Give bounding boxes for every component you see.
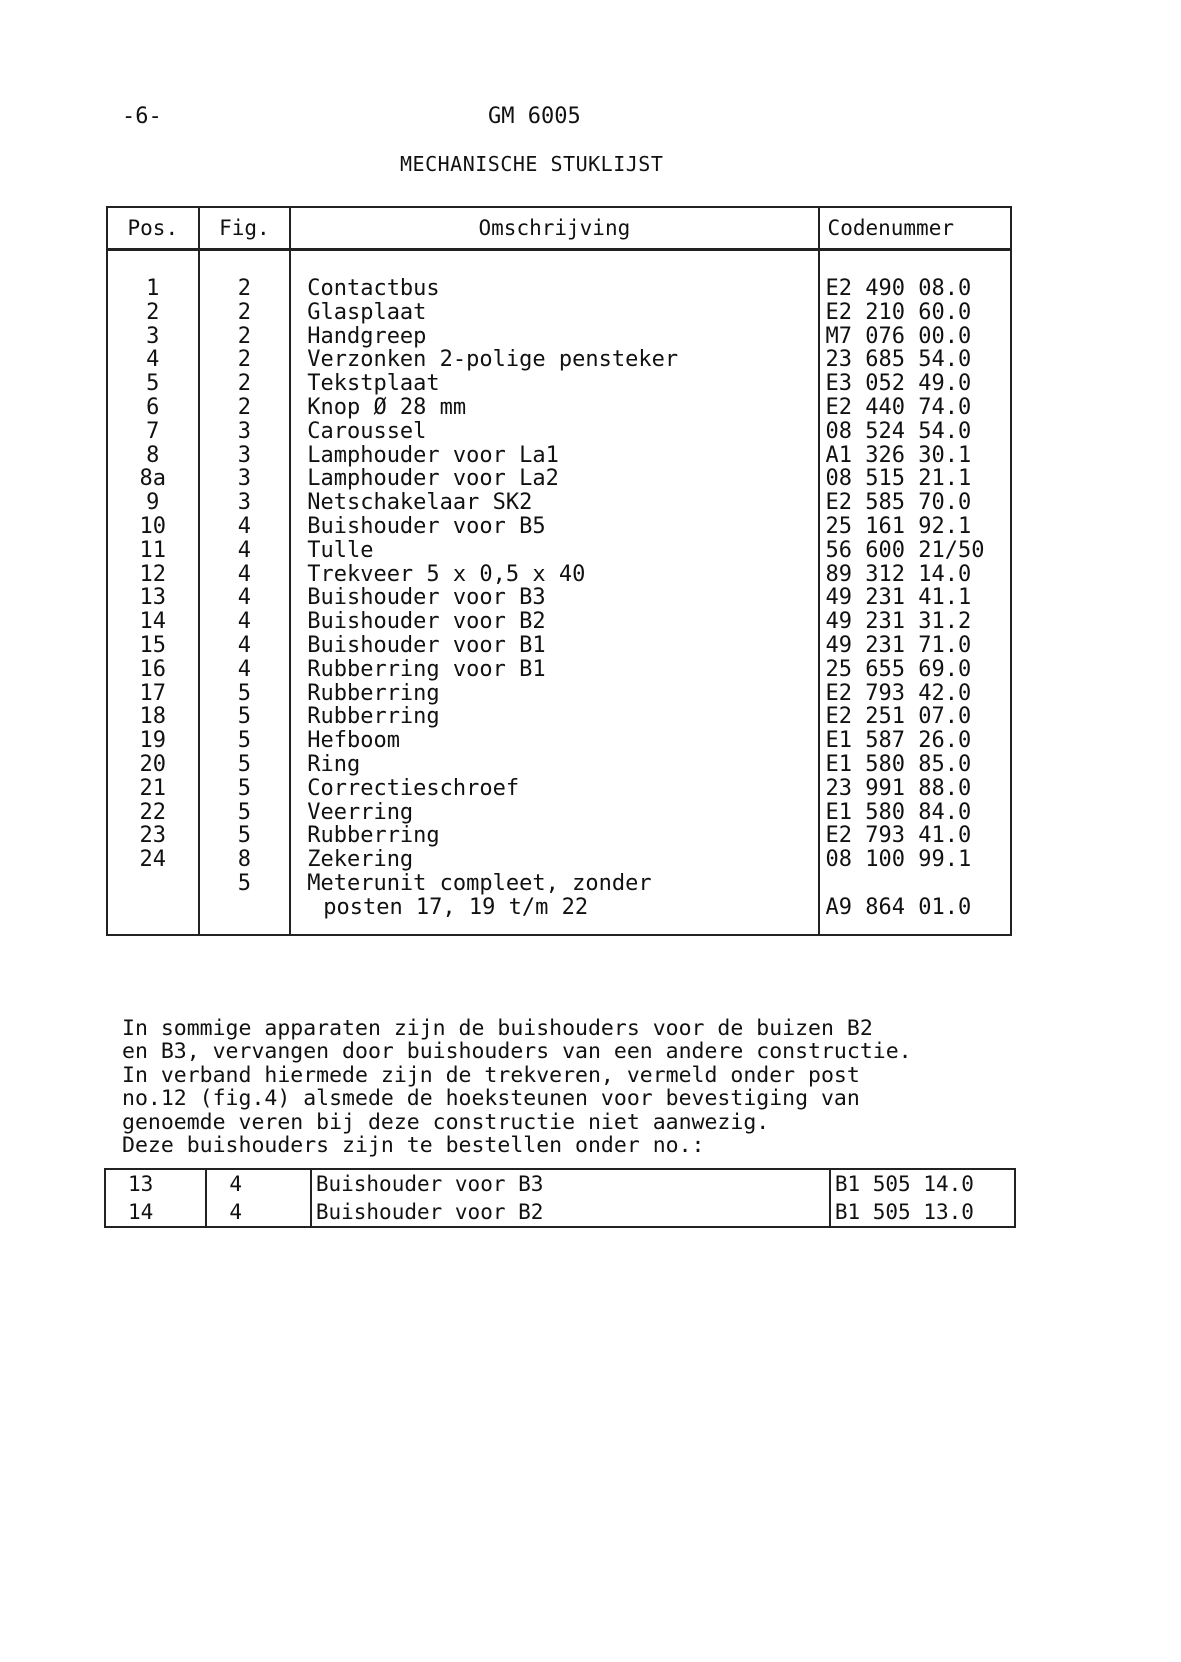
fig-cell: 3 bbox=[237, 466, 252, 492]
description-cell: Buishouder voor B5 bbox=[307, 513, 546, 539]
code-cell: 49 231 31.2 bbox=[825, 609, 972, 635]
pos-cell: 7 bbox=[146, 418, 160, 444]
pos-column bbox=[107, 250, 199, 936]
code-cell: E2 251 07.0 bbox=[825, 704, 972, 730]
code-cell: M7 076 00.0 bbox=[825, 323, 972, 349]
fig-cell-spacer bbox=[200, 896, 290, 920]
description-cell: Verzonken 2-polige pensteker bbox=[307, 347, 679, 373]
column-header-pos: Pos. bbox=[107, 207, 199, 250]
code-cell: E3 052 49.0 bbox=[825, 371, 972, 397]
code-cell: E1 580 85.0 bbox=[825, 751, 972, 777]
description-cell: Ring bbox=[307, 751, 361, 777]
fig-cell: 5 bbox=[237, 751, 252, 777]
fig-cell: 2 bbox=[237, 323, 252, 349]
note-paragraph bbox=[122, 1017, 1062, 1157]
pos-cell bbox=[108, 872, 198, 896]
pos-cell: 13 bbox=[139, 585, 167, 611]
fig-cell: 5 bbox=[237, 870, 252, 896]
code-cell: E1 580 84.0 bbox=[825, 799, 972, 825]
description-cell: Zekering bbox=[307, 847, 414, 873]
code-cell: A9 864 01.0 bbox=[825, 894, 972, 920]
pos-cell: 8a bbox=[139, 466, 167, 492]
fig-cell: 4 bbox=[237, 561, 252, 587]
code-cell: E2 793 42.0 bbox=[825, 680, 972, 706]
pos-cell-spacer bbox=[108, 896, 198, 920]
code-cell: 49 231 71.0 bbox=[825, 632, 972, 658]
fig-column bbox=[199, 250, 291, 936]
code-cell: E2 585 70.0 bbox=[825, 490, 972, 516]
pos-cell: 2 bbox=[146, 299, 160, 325]
fig-cell: 5 bbox=[237, 728, 252, 754]
description-cell: Rubberring bbox=[307, 680, 440, 706]
fig-cell: 5 bbox=[237, 823, 252, 849]
code-cell: 08 515 21.1 bbox=[825, 466, 972, 492]
pos-cell: 10 bbox=[139, 513, 167, 539]
code-cell: 08 524 54.0 bbox=[825, 418, 972, 444]
code-cell-spacer bbox=[826, 872, 1010, 896]
fig-cell: 2 bbox=[237, 347, 252, 373]
pos-cell: 21 bbox=[139, 775, 167, 801]
description-cell: Contactbus bbox=[307, 276, 440, 301]
description-cell: Meterunit compleet, zonder bbox=[307, 870, 652, 896]
description-cell: Handgreep bbox=[307, 323, 427, 349]
pos-cell: 8 bbox=[146, 442, 160, 468]
parts-table bbox=[106, 206, 1012, 936]
note-line: Deze buishouders zijn te bestellen onder no.: bbox=[122, 1133, 705, 1159]
description-cell: Netschakelaar SK2 bbox=[307, 490, 533, 516]
code-cell: E1 587 26.0 bbox=[825, 728, 972, 754]
table-body bbox=[107, 250, 1011, 936]
code-cell: 08 100 99.1 bbox=[825, 847, 972, 873]
fig-cell: 8 bbox=[237, 847, 252, 873]
page-number: -6- bbox=[122, 104, 162, 129]
column-header-code: Codenummer bbox=[819, 207, 1011, 250]
code-cell: B1 505 14.0 bbox=[830, 1169, 1015, 1198]
description-cell: Glasplaat bbox=[307, 299, 427, 325]
table-row bbox=[105, 1198, 1015, 1227]
description-cell: Tekstplaat bbox=[307, 371, 440, 397]
description-cell: Buishouder voor B1 bbox=[307, 632, 546, 658]
description-cell: Caroussel bbox=[307, 418, 427, 444]
description-cell: Trekveer 5 x 0,5 x 40 bbox=[307, 561, 586, 587]
code-cell: E2 210 60.0 bbox=[825, 299, 972, 325]
fig-cell: 4 bbox=[237, 656, 252, 682]
pos-cell: 19 bbox=[139, 728, 167, 754]
pos-cell: 5 bbox=[146, 371, 160, 397]
code-cell: E2 490 08.0 bbox=[825, 276, 972, 301]
description-cell: Hefboom bbox=[307, 728, 400, 754]
code-cell: 56 600 21/50 bbox=[825, 537, 985, 563]
pos-cell: 15 bbox=[139, 632, 167, 658]
pos-cell: 9 bbox=[146, 490, 160, 516]
pos-cell: 6 bbox=[146, 394, 160, 420]
code-cell: B1 505 13.0 bbox=[830, 1198, 1015, 1227]
code-cell: E2 793 41.0 bbox=[825, 823, 972, 849]
pos-cell: 24 bbox=[139, 847, 167, 873]
fig-cell: 2 bbox=[237, 394, 252, 420]
pos-cell: 3 bbox=[146, 323, 160, 349]
code-cell: 49 231 41.1 bbox=[825, 585, 972, 611]
fig-cell: 4 bbox=[237, 585, 252, 611]
description-cell: Rubberring bbox=[307, 823, 440, 849]
column-header-description: Omschrijving bbox=[290, 207, 818, 250]
pos-cell: 17 bbox=[139, 680, 167, 706]
note-line: genoemde veren bij deze constructie niet aanwezig. bbox=[122, 1109, 770, 1135]
code-cell: 25 655 69.0 bbox=[825, 656, 972, 682]
description-cell: Correctieschroef bbox=[307, 775, 520, 801]
note-line: In verband hiermede zijn de trekveren, vermeld onder post bbox=[122, 1062, 860, 1088]
fig-cell: 4 bbox=[206, 1169, 310, 1198]
description-cell: Rubberring bbox=[307, 704, 440, 730]
pos-cell: 14 bbox=[105, 1198, 206, 1227]
fig-cell: 5 bbox=[237, 799, 252, 825]
fig-cell: 3 bbox=[237, 490, 252, 516]
model-number: GM 6005 bbox=[488, 104, 581, 129]
table-row bbox=[105, 1169, 1015, 1198]
fig-cell: 2 bbox=[237, 276, 252, 301]
code-cell: E2 440 74.0 bbox=[825, 394, 972, 420]
code-cell: 25 161 92.1 bbox=[825, 513, 972, 539]
note-line: en B3, vervangen door buishouders van een andere constructie. bbox=[122, 1039, 912, 1065]
description-cell: Veerring bbox=[307, 799, 414, 825]
description-cell: Knop Ø 28 mm bbox=[307, 394, 467, 420]
description-cell: Buishouder voor B2 bbox=[307, 609, 546, 635]
description-cell: Lamphouder voor La1 bbox=[307, 442, 559, 468]
fig-cell: 5 bbox=[237, 680, 252, 706]
description-cell: Buishouder voor B3 bbox=[307, 585, 546, 611]
code-column bbox=[819, 250, 1011, 936]
note-line: no.12 (fig.4) alsmede de hoeksteunen voor bevestiging van bbox=[122, 1086, 860, 1112]
description-column bbox=[290, 250, 818, 936]
pos-cell: 18 bbox=[139, 704, 167, 730]
pos-cell: 11 bbox=[139, 537, 167, 563]
fig-cell: 4 bbox=[237, 632, 252, 658]
note-line: In sommige apparaten zijn de buishouders voor de buizen B2 bbox=[122, 1016, 873, 1041]
fig-cell: 2 bbox=[237, 371, 252, 397]
pos-cell: 22 bbox=[139, 799, 167, 825]
fig-cell: 3 bbox=[237, 418, 252, 444]
fig-cell: 2 bbox=[237, 299, 252, 325]
description-cell: Buishouder voor B3 bbox=[311, 1169, 830, 1198]
pos-cell: 16 bbox=[139, 656, 167, 682]
code-cell: 23 685 54.0 bbox=[825, 347, 972, 373]
page-title: MECHANISCHE STUKLIJST bbox=[400, 152, 664, 176]
fig-cell: 3 bbox=[237, 442, 252, 468]
column-header-fig: Fig. bbox=[199, 207, 291, 250]
code-cell: A1 326 30.1 bbox=[825, 442, 972, 468]
description-cell: Lamphouder voor La2 bbox=[307, 466, 559, 492]
description-cell: Rubberring voor B1 bbox=[307, 656, 546, 682]
fig-cell: 4 bbox=[206, 1198, 310, 1227]
code-cell: 89 312 14.0 bbox=[825, 561, 972, 587]
description-cell: posten 17, 19 t/m 22 bbox=[323, 894, 589, 920]
pos-cell: 4 bbox=[146, 347, 160, 373]
fig-cell: 4 bbox=[237, 513, 252, 539]
replacement-parts-table bbox=[104, 1168, 1016, 1228]
description-cell: Buishouder voor B2 bbox=[311, 1198, 830, 1227]
pos-cell: 1 bbox=[146, 276, 160, 301]
fig-cell: 5 bbox=[237, 704, 252, 730]
pos-cell: 13 bbox=[105, 1169, 206, 1198]
pos-cell: 12 bbox=[139, 561, 167, 587]
description-cell: Tulle bbox=[307, 537, 374, 563]
fig-cell: 4 bbox=[237, 537, 252, 563]
pos-cell: 14 bbox=[139, 609, 167, 635]
pos-cell: 23 bbox=[139, 823, 167, 849]
code-cell: 23 991 88.0 bbox=[825, 775, 972, 801]
pos-cell: 20 bbox=[139, 751, 167, 777]
fig-cell: 4 bbox=[237, 609, 252, 635]
table-header-row bbox=[107, 207, 1011, 250]
fig-cell: 5 bbox=[237, 775, 252, 801]
